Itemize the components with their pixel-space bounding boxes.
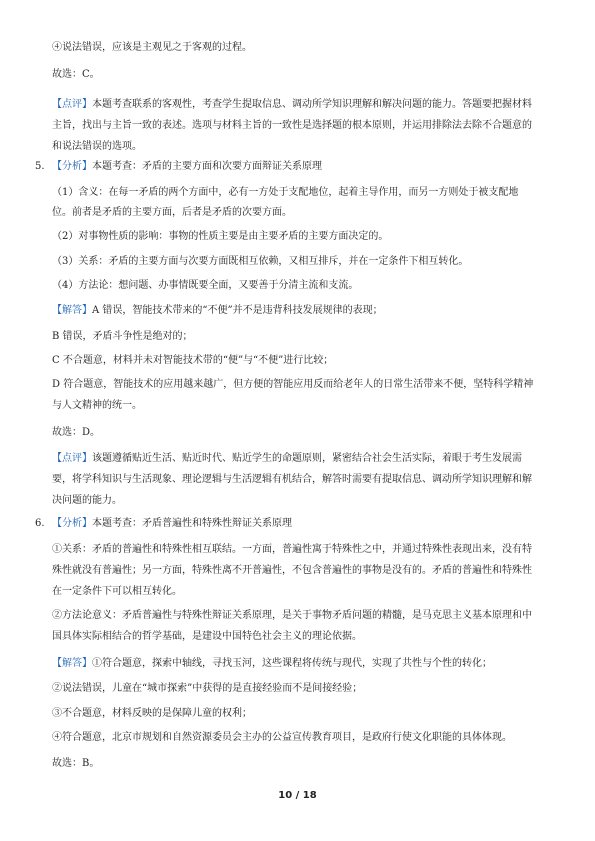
text-line	[52, 543, 552, 556]
text-line	[52, 140, 552, 153]
text-line	[52, 707, 552, 720]
question-number: 5.	[35, 161, 45, 172]
text-line	[52, 731, 552, 744]
line-text: ②方法论意义：矛盾普遍性与特殊性辩证关系原理，是关于事物矛盾问题的精髓，是马克思主义基本原理和中	[52, 610, 532, 621]
text-line	[52, 399, 552, 412]
line-text: ①关系：矛盾的普遍性和特殊性相互联结。一方面，普遍性寓于特殊性之中，并通过特殊性表现出来，没有特	[52, 544, 532, 555]
line-text: 故选：C。	[52, 69, 100, 80]
line-text: 本题考查：矛盾普遍性和特殊性辩证关系原理	[92, 518, 292, 529]
line-text: （1）含义：在每一矛盾的两个方面中，必有一方处于支配地位，起着主导作用，而另一方则处于被支配地	[52, 187, 519, 198]
text-line	[52, 98, 552, 111]
line-text: （3）关系：矛盾的主要方面与次要方面既相互依赖，又相互排斥，并在一定条件下相互转化。	[52, 256, 469, 267]
line-text: 位。前者是矛盾的主要方面，后者是矛盾的次要方面。	[52, 207, 292, 218]
line-text: 该题遵循贴近生活、贴近时代、贴近学生的命题原则，紧密结合社会生活实际，着眼于考生发展需	[92, 453, 522, 464]
page-number: 10 / 18	[278, 790, 317, 801]
line-text: 故选：D。	[52, 427, 101, 438]
section-tag: 【点评】	[52, 99, 92, 110]
line-text: ④符合题意，北京市规划和自然资源委员会主办的公益宣传教育项目，是政府行使文化职能的具体体现。	[52, 732, 512, 743]
text-line	[52, 279, 552, 292]
text-line	[52, 609, 552, 622]
text-line	[52, 206, 552, 219]
line-text: 主旨，找出与主旨一致的表述。选项与材料主旨的一致性是选择题的根本原则，并运用排除法去除不合题意的	[52, 120, 532, 131]
text-line	[52, 682, 552, 695]
text-line	[52, 255, 552, 268]
line-text: 和说法错误的选项。	[52, 141, 142, 152]
text-line	[52, 41, 552, 54]
text-line	[52, 630, 552, 643]
line-text: A 错误，智能技术带来的“不便”并不是违背科技发展规律的表现；	[92, 305, 383, 316]
line-text: C 不合题意，材料并未对智能技术带的“便”与“不便”进行比较；	[52, 355, 334, 366]
section-tag: 【分析】	[52, 518, 92, 529]
line-text: （2）对事物性质的影响：事物的性质主要是由主要矛盾的主要方面决定的。	[52, 231, 389, 242]
line-text: ③不合题意，材料反映的是保障儿童的权利；	[52, 708, 252, 719]
line-text: 本题考查联系的客观性，考查学生提取信息、调动所学知识理解和解决问题的能力。答题要把握材料	[92, 99, 532, 110]
line-text: D 符合题意，智能技术的应用越来越广，但方便的智能应用反而给老年人的日常生活带来不便，坚特科学精神	[52, 379, 534, 390]
text-line	[52, 378, 552, 391]
text-line	[52, 564, 552, 577]
text-line	[52, 657, 552, 670]
text-line	[52, 230, 552, 243]
text-line	[52, 160, 552, 173]
text-line	[52, 757, 552, 770]
line-text: （4）方法论：想问题、办事情既要全面，又要善于分清主流和支流。	[52, 280, 359, 291]
line-text: 本题考查：矛盾的主要方面和次要方面辩证关系原理	[92, 161, 322, 172]
line-text: 国具体实际相结合的哲学基础，是建设中国特色社会主义的理论依据。	[52, 631, 362, 642]
line-text: 殊性就没有普遍性；另一方面，特殊性离不开普遍性，不包含普遍性的事物是没有的。矛盾的普遍性和特殊性	[52, 565, 532, 576]
text-line	[52, 354, 552, 367]
section-tag: 【点评】	[52, 453, 92, 464]
line-text: 决问题的能力。	[52, 495, 122, 506]
line-text: ④说法错误，应该是主观见之于客观的过程。	[52, 42, 252, 53]
line-text: 要，将学科知识与生活现象、理论逻辑与生活逻辑有机结合，解答时需要有提取信息、调动所学知识理解和解	[52, 474, 532, 485]
text-line	[52, 119, 552, 132]
line-text: ①符合题意，探索中轴线，寻找玉河，这些课程将传统与现代，实现了共性与个性的转化；	[92, 658, 492, 669]
question-number: 6.	[35, 518, 45, 529]
line-text: ②说法错误，儿童在“城市探索”中获得的是直接经验而不是间接经验；	[52, 683, 363, 694]
line-text: B 错误，矛盾斗争性是绝对的；	[52, 331, 193, 342]
text-line	[52, 585, 552, 598]
text-line	[52, 452, 552, 465]
line-text: 故选：B。	[52, 758, 100, 769]
section-tag: 【解答】	[52, 305, 92, 316]
text-line	[52, 186, 552, 199]
text-line	[52, 330, 552, 343]
line-text: 在一定条件下可以相互转化。	[52, 586, 182, 597]
text-line	[52, 304, 552, 317]
text-line	[52, 494, 552, 507]
text-line	[52, 473, 552, 486]
text-line	[52, 517, 552, 530]
text-line	[52, 426, 552, 439]
text-line	[52, 68, 552, 81]
section-tag: 【解答】	[52, 658, 92, 669]
line-text: 与人文精神的统一。	[52, 400, 142, 411]
section-tag: 【分析】	[52, 161, 92, 172]
